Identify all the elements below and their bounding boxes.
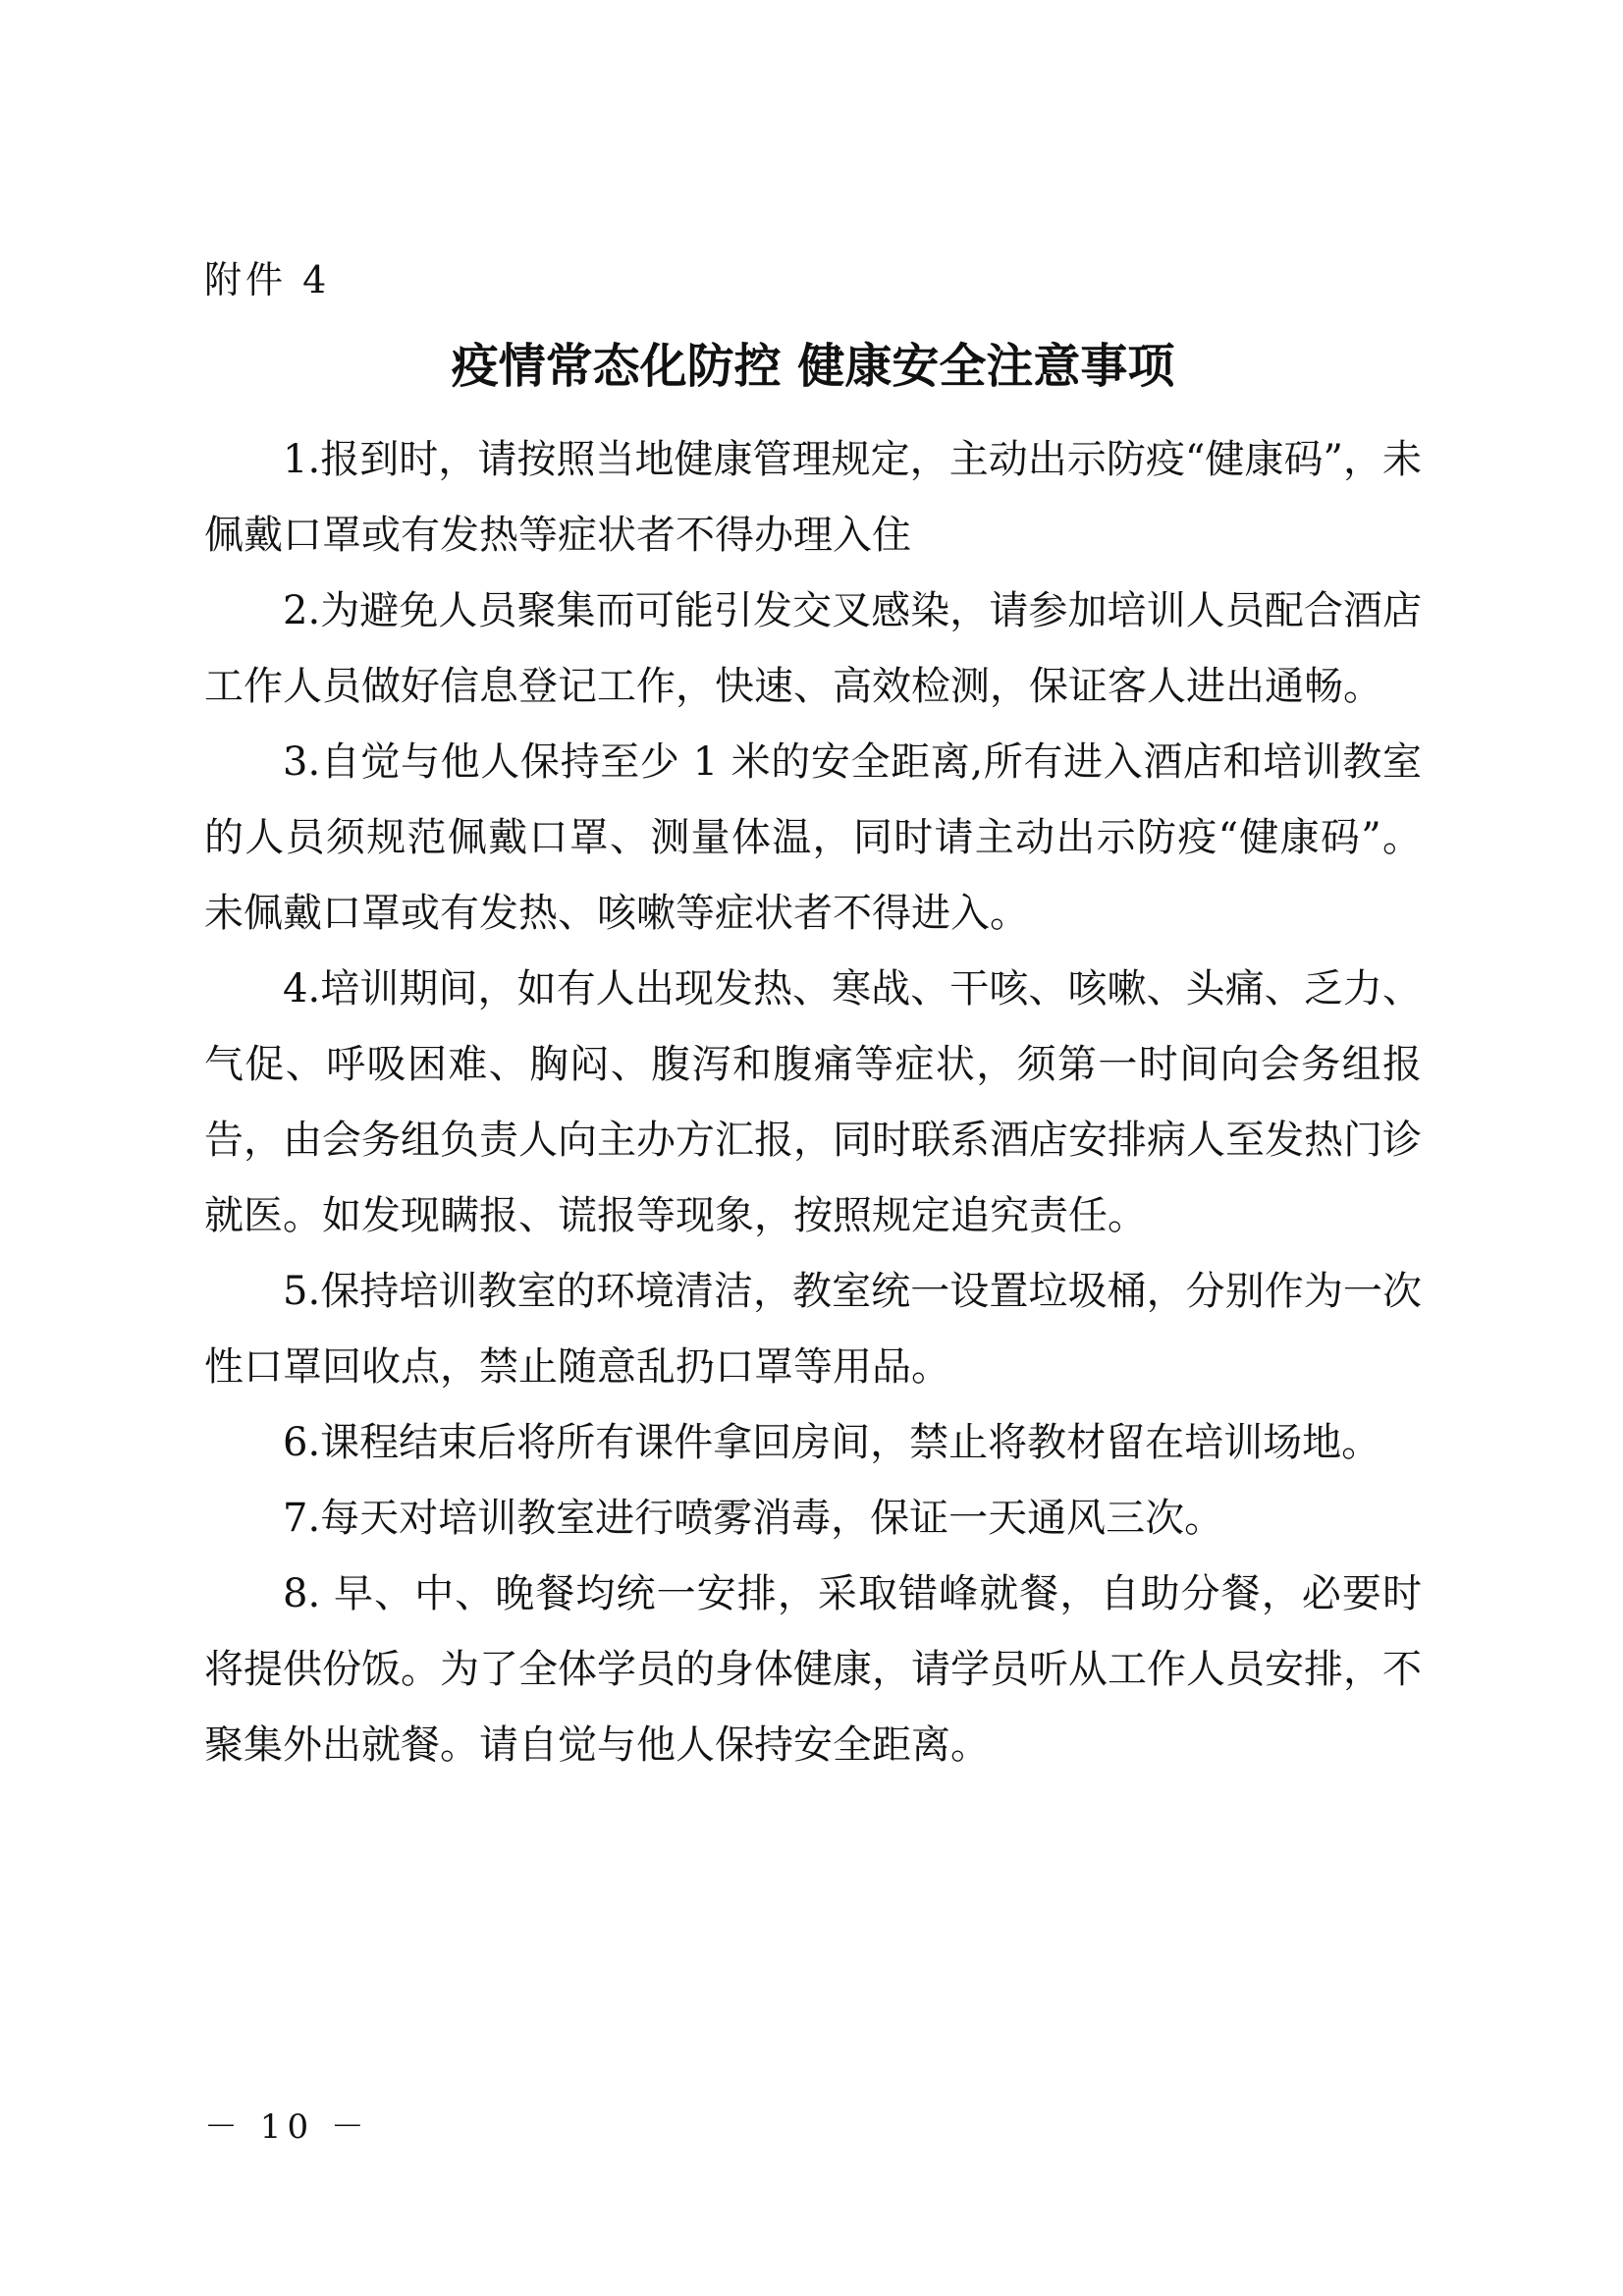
paragraph-8: 8. 早、中、晚餐均统一安排，采取错峰就餐，自助分餐，必要时将提供份饭。为了全体学员的身体健康，请学员听从工作人员安排，不聚集外出就餐。请自觉与他人保持安全距离。	[204, 1571, 1422, 1768]
document-title: 疫情常态化防控 健康安全注意事项	[451, 339, 1175, 394]
paragraph-1: 1.报到时，请按照当地健康管理规定，主动出示防疫“健康码”，未佩戴口罩或有发热等症状者不得办理入住	[204, 437, 1422, 558]
paragraph-5: 5.保持培训教室的环境清洁，教室统一设置垃圾桶，分别作为一次性口罩回收点，禁止随意乱扔口罩等用品。	[204, 1269, 1422, 1390]
paragraph-4: 4.培训期间，如有人出现发热、寒战、干咳、咳嗽、头痛、乏力、气促、呼吸困难、胸闷、腹泻和腹痛等症状，须第一时间向会务组报告，由会务组负责人向主办方汇报，同时联系酒店安排病人至发热门诊就医。如发现瞒报、谎报等现象，按照规定追究责任。	[204, 966, 1422, 1238]
paragraph-3: 3.自觉与他人保持至少 1 米的安全距离,所有进入酒店和培训教室的人员须规范佩戴口罩、测量体温，同时请主动出示防疫“健康码”。未佩戴口罩或有发热、咳嗽等症状者不得进入。	[204, 739, 1422, 936]
document-body	[204, 422, 1422, 1783]
paragraph-6: 6.课程结束后将所有课件拿回房间，禁止将教材留在培训场地。	[283, 1420, 1381, 1465]
paragraph-2: 2.为避免人员聚集而可能引发交叉感染，请参加培训人员配合酒店工作人员做好信息登记工作，快速、高效检测，保证客人进出通畅。	[204, 588, 1422, 709]
page-number: － 10 －	[204, 2107, 370, 2147]
paragraph-7: 7.每天对培训教室进行喷雾消毒，保证一天通风三次。	[283, 1496, 1224, 1541]
attachment-label: 附件 4	[204, 258, 331, 301]
